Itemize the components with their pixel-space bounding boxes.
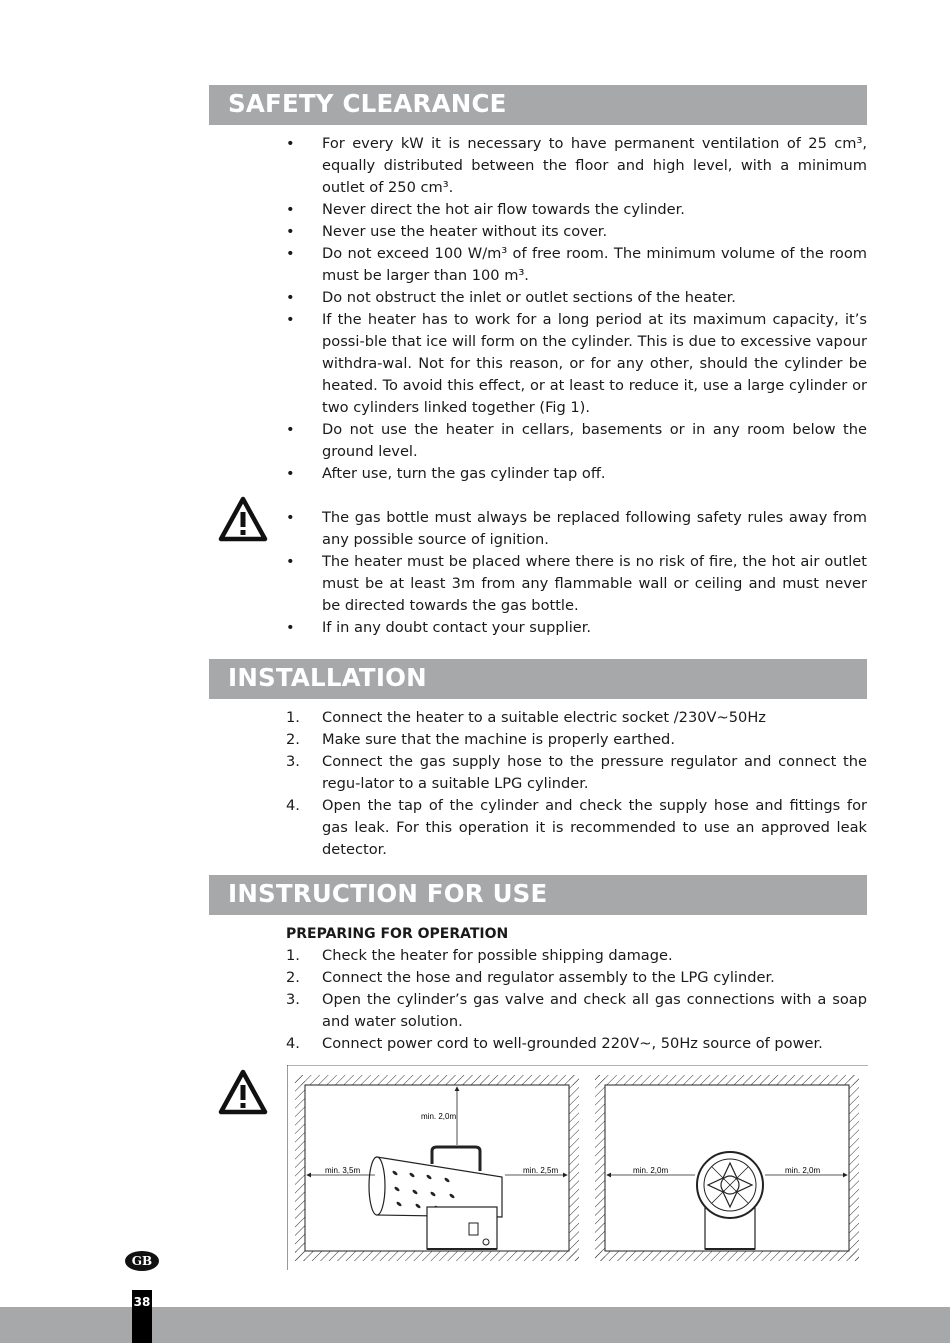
dim-label: min. 2,5m xyxy=(523,1166,559,1175)
list-item: 3. Open the cylinder’s gas valve and check all gas connections with a soap and water solution. xyxy=(286,991,867,1030)
section-header-safety xyxy=(209,85,867,125)
list-item: • For every kW it is necessary to have permanent ventilation of 25 cm³, equally distributed between the floor and high level, with a minimum outlet of 250 cm³. xyxy=(286,135,867,196)
list-item: 4. Open the tap of the cylinder and check the supply hose and fittings for gas leak. For this operation it is recommended to use an approved leak detector. xyxy=(286,797,867,858)
section-title: INSTRUCTION FOR USE xyxy=(228,879,548,908)
warning-icon xyxy=(218,1069,268,1115)
front-view-room xyxy=(595,1075,859,1261)
list-item: • If the heater has to work for a long period at its maximum capacity, it’s possi-ble that ice will form on the cylinder. This is due to excessive vapour withdra-wal. Not for this reason, or for any other, should the cylinder be heated. To avoid this effect, or at least to reduce it, use a large cylinder or two cylinders linked together (Fig 1). xyxy=(286,311,867,416)
safety-warning-list xyxy=(286,507,867,639)
list-item: 1. Check the heater for possible shipping damage. xyxy=(286,947,673,964)
section-title: INSTALLATION xyxy=(228,663,427,692)
section-title: SAFETY CLEARANCE xyxy=(228,89,507,118)
list-item: • Do not use the heater in cellars, basements or in any room below the ground level. xyxy=(286,421,867,460)
list-item: 3. Connect the gas supply hose to the pressure regulator and connect the regu-lator to a suitable LPG cylinder. xyxy=(286,753,867,792)
dim-label: min. 2,0m xyxy=(633,1166,669,1175)
subheading: PREPARING FOR OPERATION xyxy=(286,926,509,942)
list-item: • Do not obstruct the inlet or outlet sections of the heater. xyxy=(286,289,736,306)
list-item: • If in any doubt contact your supplier. xyxy=(286,619,592,636)
clearance-figure xyxy=(287,1065,868,1270)
dim-label: min. 2,0m xyxy=(421,1112,457,1121)
page-number: 38 xyxy=(132,1290,152,1343)
list-item: 1. Connect the heater to a suitable electric socket /230V~50Hz xyxy=(286,709,766,726)
instruction-list xyxy=(286,923,867,1055)
list-item: • The gas bottle must always be replaced following safety rules away from any possible source of ignition. xyxy=(286,509,867,548)
list-item: • Never direct the hot air flow towards the cylinder. xyxy=(286,201,685,218)
warning-icon xyxy=(218,496,268,542)
list-item: • After use, turn the gas cylinder tap off. xyxy=(286,465,606,482)
list-item: • The heater must be placed where there is no risk of fire, the hot air outlet must be at least 3m from any flammable wall or ceiling and must never be directed towards the gas bottle. xyxy=(286,553,867,614)
language-badge: GB xyxy=(125,1251,159,1271)
side-view-room xyxy=(295,1075,579,1261)
heater-front-illustration xyxy=(697,1152,763,1249)
list-item: • Do not exceed 100 W/m³ of free room. The minimum volume of the room must be larger than 100 m³. xyxy=(286,245,867,284)
dim-label: min. 2,0m xyxy=(785,1166,821,1175)
section-header-installation xyxy=(209,659,867,699)
list-item: 2. Connect the hose and regulator assembly to the LPG cylinder. xyxy=(286,969,775,986)
dim-label: min. 3,5m xyxy=(325,1166,361,1175)
list-item: 4. Connect power cord to well-grounded 220V~, 50Hz source of power. xyxy=(286,1035,823,1052)
list-item: 2. Make sure that the machine is properly earthed. xyxy=(286,731,675,748)
list-item: • Never use the heater without its cover. xyxy=(286,223,608,240)
safety-list xyxy=(286,133,867,485)
section-header-instruction xyxy=(209,875,867,915)
installation-list xyxy=(286,707,867,861)
